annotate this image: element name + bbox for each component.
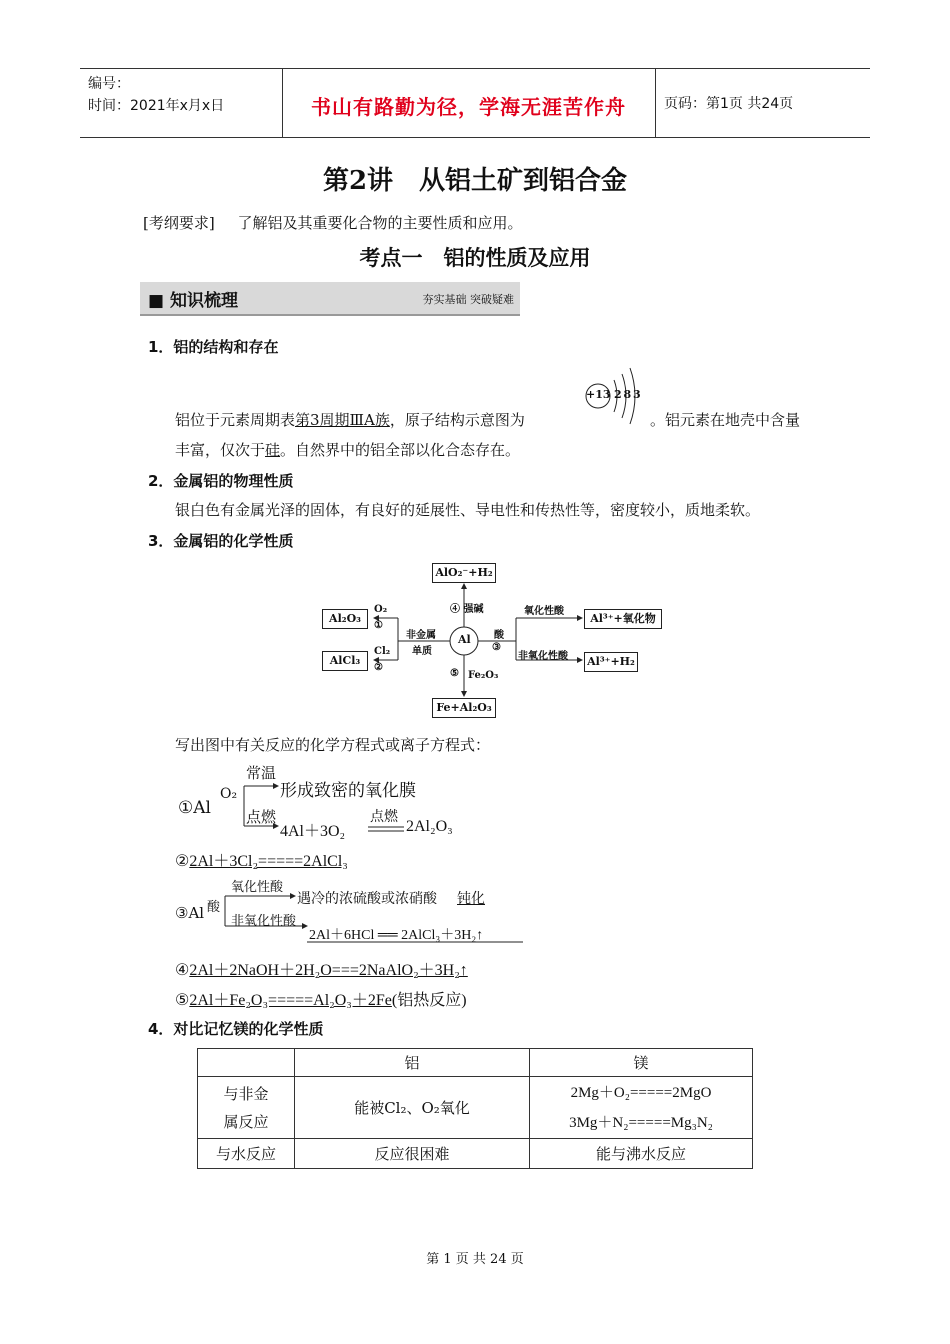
table-header-row bbox=[198, 1049, 753, 1077]
table-header-cell bbox=[198, 1049, 295, 1077]
table-cell-al: 能被Cl₂、O₂氧化 bbox=[295, 1077, 530, 1139]
diagram-label-o2: O₂ bbox=[374, 604, 388, 615]
diagram-label-acid: 酸 bbox=[494, 630, 504, 641]
s1-heading: 1．铝的结构和存在 bbox=[148, 338, 279, 356]
atom-shells: 2 8 3 bbox=[614, 388, 640, 401]
diagram-num-5: ⑤ bbox=[450, 668, 459, 679]
equation-4 bbox=[175, 957, 468, 980]
table-row bbox=[198, 1077, 753, 1139]
table-cell-mg bbox=[530, 1077, 753, 1139]
eq3-result-top-a: 遇冷的浓硫酸或浓硝酸 bbox=[297, 891, 437, 907]
table-header-cell: 铝 bbox=[295, 1049, 530, 1077]
eq3-result-bot: 2Al＋6HCl ══ 2AlCl₃＋3H₂↑ bbox=[309, 928, 484, 943]
banner-subtitle: 夯实基础 突破疑难 bbox=[422, 293, 514, 306]
diagram-label-oxidizing-acid: 氧化性酸 bbox=[524, 606, 564, 617]
diagram-box-al-h2: Al³⁺+H₂ bbox=[584, 652, 638, 672]
diagram-num-2: ② bbox=[374, 662, 383, 673]
al-mg-compare-table bbox=[197, 1048, 753, 1169]
diagram-label-elemental: 单质 bbox=[412, 646, 432, 657]
eq3-cond-bot: 非氧化性酸 bbox=[231, 914, 297, 929]
s2-text: 银白色有金属光泽的固体，有良好的延展性、导电性和传热性等，密度较小，质地柔软。 bbox=[175, 501, 761, 519]
eq5-note: (铝热反应) bbox=[391, 992, 467, 1009]
mg-o2-equation: 2Mg＋O₂=====2MgO bbox=[570, 1084, 712, 1101]
s1-text: 。自然界中的铝全部以化合态存在。 bbox=[280, 441, 521, 459]
syllabus-text: 了解铝及其重要化合物的主要性质和应用。 bbox=[237, 214, 523, 232]
syllabus-tag: [考纲要求] bbox=[143, 214, 215, 232]
section-title: 考点一 铝的性质及应用 bbox=[359, 245, 591, 270]
eq2-text: 2Al＋3Cl₂=====2AlCl₃ bbox=[189, 853, 348, 870]
eq3-cond-top: 氧化性酸 bbox=[231, 880, 284, 895]
eq5-num: ⑤ bbox=[175, 992, 190, 1009]
eq3-num: ③Al bbox=[175, 904, 205, 922]
diagram-label-fe2o3: Fe₂O₃ bbox=[468, 670, 499, 681]
s2-heading: 2．金属铝的物理性质 bbox=[148, 472, 294, 490]
s1-text: ，原子结构示意图为 bbox=[389, 411, 525, 429]
eq4-num: ④ bbox=[175, 962, 190, 979]
table-header-cell: 镁 bbox=[530, 1049, 753, 1077]
diagram-box-fe-al2o3: Fe+Al₂O₃ bbox=[432, 698, 496, 718]
eq1-reagent: O₂ bbox=[220, 786, 238, 802]
table-row-label: 与水反应 bbox=[198, 1139, 295, 1169]
diagram-label-nonoxidizing-acid: 非氧化性酸 bbox=[518, 651, 568, 662]
atom-structure-diagram bbox=[580, 366, 650, 426]
s4-heading: 4．对比记忆镁的化学性质 bbox=[148, 1020, 324, 1038]
s1-text: 丰富，仅次于 bbox=[175, 441, 266, 459]
eq5-text: 2Al＋Fe₂O₃=====Al₂O₃＋2Fe bbox=[189, 992, 392, 1009]
diagram-label-strong-base: ④ 强碱 bbox=[450, 604, 484, 615]
banner-title: ■ 知识梳理 bbox=[148, 291, 238, 311]
diagram-box-al-oxide: Al³⁺+氧化物 bbox=[584, 609, 662, 629]
s3-heading: 3．金属铝的化学性质 bbox=[148, 532, 294, 550]
table-cell-al: 反应很困难 bbox=[295, 1139, 530, 1169]
atom-nucleus: +13 bbox=[586, 388, 611, 401]
page-title: 第2讲 从铝土矿到铝合金 bbox=[322, 166, 628, 196]
s1-line2 bbox=[175, 435, 520, 465]
eq1-lhs: 4Al＋3O₂ bbox=[280, 823, 346, 840]
eq3-reagent: 酸 bbox=[207, 900, 221, 915]
eq1-reaction-cond: 点燃 bbox=[370, 809, 398, 825]
s1-period-group: 第3周期ⅢA族 bbox=[295, 411, 390, 429]
diagram-box-alo2: AlO₂⁻+H₂ bbox=[432, 563, 496, 583]
equation-2 bbox=[175, 848, 348, 871]
header-divider bbox=[655, 69, 656, 137]
s1-line1 bbox=[175, 405, 525, 435]
row1-label-a: 与非金 bbox=[223, 1084, 269, 1103]
s1-silicon: 硅 bbox=[265, 441, 281, 459]
equation-5 bbox=[175, 987, 467, 1010]
eq1-result-top: 形成致密的氧化膜 bbox=[280, 781, 416, 801]
header-page-info: 页码：第1页 共24页 bbox=[664, 96, 794, 112]
diagram-box-al2o3: Al₂O₃ bbox=[322, 609, 368, 629]
diagram-label-cl2: Cl₂ bbox=[374, 646, 391, 657]
date-label: 时间：2021年x月x日 bbox=[88, 98, 225, 114]
eq3-result-top-b: 钝化 bbox=[457, 891, 485, 907]
diagram-label-nonmetal: 非金属 bbox=[406, 630, 436, 641]
eq1-cond-bot: 点燃 bbox=[246, 808, 277, 826]
row1-label-b: 属反应 bbox=[223, 1112, 269, 1131]
s3-prompt: 写出图中有关反应的化学方程式或离子方程式： bbox=[175, 736, 491, 754]
page-header bbox=[80, 68, 870, 138]
s1-text: 。铝元素在地壳中含量 bbox=[650, 411, 801, 429]
table-cell-mg: 能与沸水反应 bbox=[530, 1139, 753, 1169]
syllabus bbox=[143, 212, 523, 233]
page-footer: 第 1 页 共 24 页 bbox=[426, 1252, 524, 1267]
knowledge-banner bbox=[140, 282, 520, 314]
diagram-num-3: ③ bbox=[492, 642, 501, 653]
table-row bbox=[198, 1139, 753, 1169]
number-label: 编号： bbox=[88, 76, 130, 92]
eq1-rhs: 2Al₂O₃ bbox=[406, 818, 453, 835]
eq1-cond-top: 常温 bbox=[246, 764, 277, 782]
s1-text: 铝位于元素周期表 bbox=[175, 411, 296, 429]
diagram-center-al: Al bbox=[458, 633, 471, 646]
equation-3 bbox=[175, 874, 535, 946]
eq4-text: 2Al＋2NaOH＋2H₂O===2NaAlO₂＋3H₂↑ bbox=[189, 962, 468, 979]
table-row-label bbox=[198, 1077, 295, 1139]
mg-n2-equation: 3Mg＋N₂=====Mg₃N₂ bbox=[569, 1114, 713, 1131]
banner-underline bbox=[140, 314, 520, 316]
equation-1 bbox=[178, 760, 498, 842]
header-motto: 书山有路勤为径，学海无涯苦作舟 bbox=[311, 95, 626, 119]
diagram-box-alcl3: AlCl₃ bbox=[322, 651, 368, 671]
eq2-num: ② bbox=[175, 853, 190, 870]
diagram-num-1: ① bbox=[374, 620, 383, 631]
al-reaction-diagram bbox=[318, 560, 668, 722]
eq1-num: ①Al bbox=[178, 798, 211, 818]
header-meta bbox=[88, 73, 224, 117]
